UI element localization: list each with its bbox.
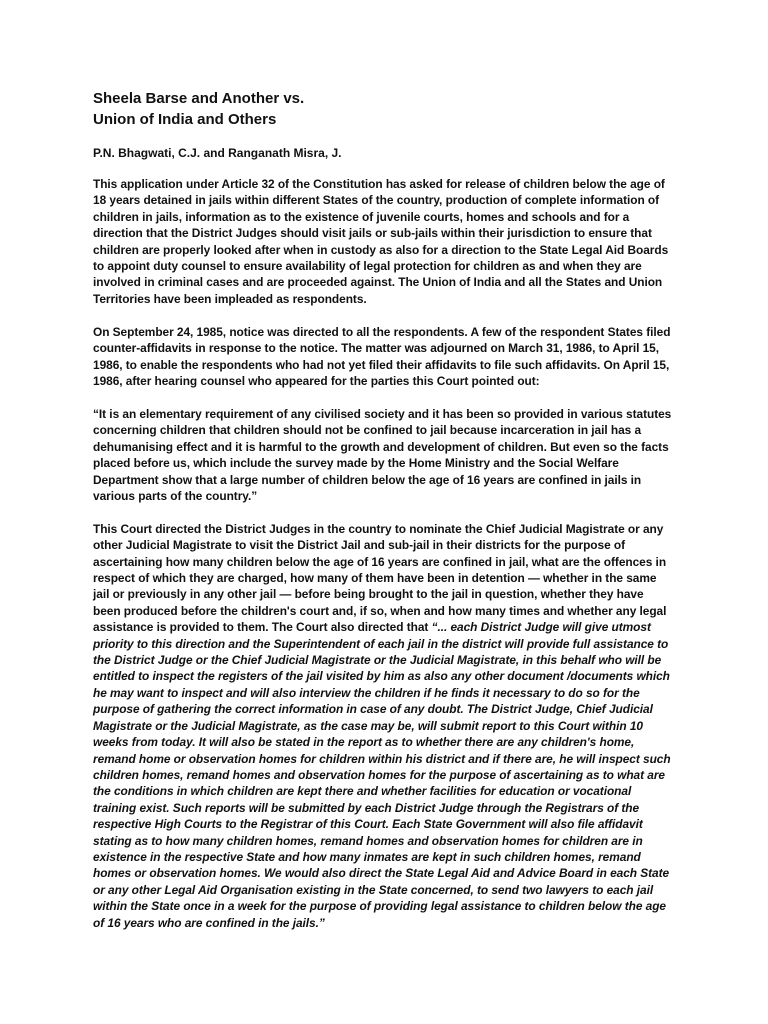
paragraph-court-quote: “It is an elementary requirement of any civilised society and it has been so provided in various statutes concerning children that children should not be confined to jail because incarceration in jail has a dehumanising effect and it is harmful to the growth and development of children. But even so the facts placed before us, which include the survey made by the Home Ministry and the Social Welfare Department show that a large number of children below the age of 16 years are confined in jails in various parts of the country.” bbox=[93, 406, 672, 503]
paragraph-notice: On September 24, 1985, notice was directed to all the respondents. A few of the respondent States filed counter-affidavits in response to the notice. The matter was adjourned on March 31, 1986, to April 15, 1986, to enable the respondents who had not yet filed their affidavits to file such affidavits. On April 15, 1986, after hearing counsel who appeared for the parties this Court pointed out: bbox=[93, 324, 671, 388]
case-title-line-1: Sheela Barse and Another vs. bbox=[93, 90, 305, 107]
document-page bbox=[93, 88, 673, 947]
judges-line: P.N. Bhagwati, C.J. and Ranganath Misra, J. bbox=[93, 146, 342, 160]
paragraph-directions bbox=[93, 521, 673, 931]
directions-text: This Court directed the District Judges in the country to nominate the Chief Judicial Magistrate or any other Judicial Magistrate to visit the District Jail and sub-jail in their districts for the purpose of ascertaining how many children below the age of 16 years are confined in jail, what are the offences in respect of which they are charged, how many of them have been in detention — whether in the same jail or previously in any other jail — before being brought to the jail in question, whether they have been produced before the children's court and, if so, when and how many times and whether any legal assistance is provided to them. The Court also directed that bbox=[93, 521, 667, 635]
case-title bbox=[93, 88, 673, 130]
paragraph-application: This application under Article 32 of the Constitution has asked for release of children below the age of 18 years detained in jails within different States of the country, production of complete information of children in jails, information as to the existence of juvenile courts, homes and schools and for a direction that the District Judges should visit jails or sub-jails within their jurisdiction to ensure that children are properly looked after when in custody as also for a direction to the State Legal Aid Boards to appoint duty counsel to ensure availability of legal protection for children as and when they are involved in criminal cases and are proceeded against. The Union of India and all the States and Union Territories have been impleaded as respondents. bbox=[93, 177, 669, 306]
directions-quote: “... each District Judge will give utmost priority to this direction and the Superintendent of each jail in the district will provide full assistance to the District Judge or the Chief Judicial Magistrate or the Judicial Magistrate, in this behalf who will be entitled to inspect the registers of the jail visited by him as also any other document /documents which he may want to inspect and will also interview the children if he finds it necessary to do so for the purpose of gathering the correct information in case of any doubt. The District Judge, Chief Judicial Magistrate or the Judicial Magistrate, as the case may be, will submit report to this Court within 10 weeks from today. It will also be stated in the report as to whether there are any children's home, remand home or observation homes for children within his district and if there are, he will inspect such children homes, remand homes and observation homes for the purpose of ascertaining as to what are the conditions in which children are kept there and whether facilities for education or vocational training exist. Such reports will be submitted by each District Judge through the Registrars of the respective High Courts to the Registrar of this Court. Each State Government will also file affidavit stating as to how many children homes, remand homes and observation homes for children are in existence in the respective State and how many inmates are kept in such children homes, remand homes or observation homes. We would also direct the State Legal Aid and Advice Board in each State or any other Legal Aid Organisation existing in the State concerned, to send two lawyers to each jail within the State once in a week for the purpose of providing legal assistance to children below the age of 16 years who are confined in the jails.” bbox=[93, 620, 671, 930]
case-title-line-2: Union of India and Others bbox=[93, 111, 277, 128]
